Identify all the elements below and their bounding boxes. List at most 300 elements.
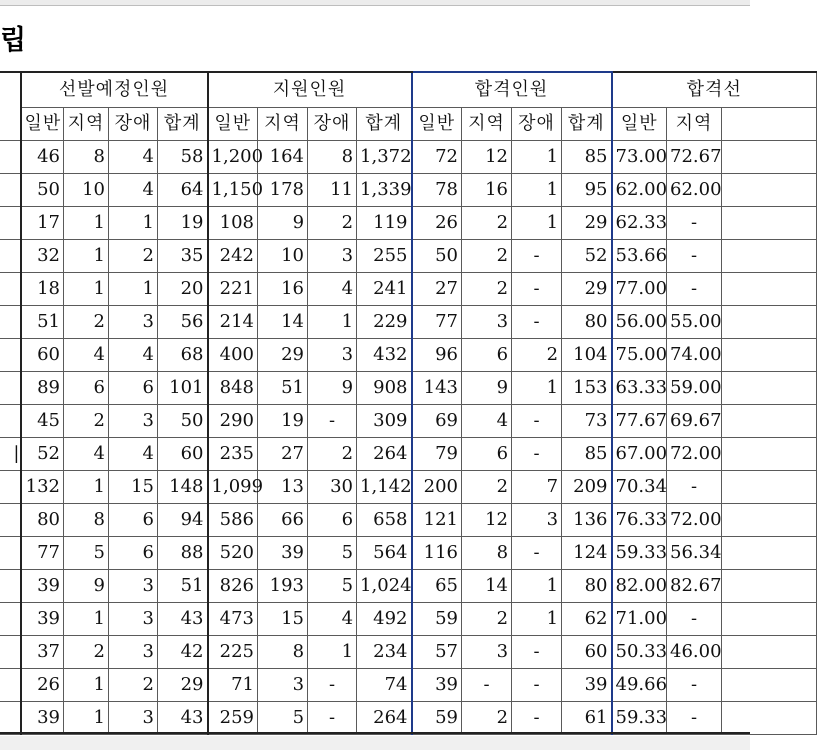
table-cell: 4 bbox=[64, 339, 109, 372]
table-cell: - bbox=[667, 702, 722, 735]
table-cell: 72.00 bbox=[667, 438, 722, 471]
table-cell: 4 bbox=[308, 273, 357, 306]
table-cell: 29 bbox=[158, 669, 208, 702]
table-row bbox=[0, 306, 817, 339]
table-cell: 255 bbox=[357, 240, 412, 273]
table-cell: 51 bbox=[258, 372, 308, 405]
table-cell: 108 bbox=[208, 207, 258, 240]
table-cell: 59 bbox=[412, 702, 462, 735]
table-cell: 2 bbox=[462, 603, 512, 636]
table-cell: 39 bbox=[21, 603, 64, 636]
table-cell: 432 bbox=[357, 339, 412, 372]
column-header: 지역 bbox=[667, 108, 722, 141]
table-cell: 59.33 bbox=[612, 537, 667, 570]
table-cell: - bbox=[667, 669, 722, 702]
row-label bbox=[0, 273, 21, 306]
table-cell: 6 bbox=[64, 372, 109, 405]
table-cell-empty bbox=[722, 438, 817, 471]
table-row bbox=[0, 504, 817, 537]
table-cell: 66 bbox=[258, 504, 308, 537]
table-cell: 101 bbox=[158, 372, 208, 405]
table-cell: 2 bbox=[462, 471, 512, 504]
table-cell: 229 bbox=[357, 306, 412, 339]
table-cell: 94 bbox=[158, 504, 208, 537]
table-cell: 32 bbox=[21, 240, 64, 273]
table-cell: 64 bbox=[158, 174, 208, 207]
table-cell: 214 bbox=[208, 306, 258, 339]
table-cell: 4 bbox=[109, 438, 158, 471]
table-cell: 19 bbox=[258, 405, 308, 438]
group-header-cutoff: 합격선 bbox=[612, 72, 817, 108]
table-cell: 235 bbox=[208, 438, 258, 471]
table-cell: 27 bbox=[258, 438, 308, 471]
table-cell: 42 bbox=[158, 636, 208, 669]
table-cell: 62.00 bbox=[612, 174, 667, 207]
table-cell: 1 bbox=[109, 273, 158, 306]
table-cell: 69.67 bbox=[667, 405, 722, 438]
row-label bbox=[0, 339, 21, 372]
table-cell: 56.00 bbox=[612, 306, 667, 339]
table-cell: 264 bbox=[357, 438, 412, 471]
table-cell: 65 bbox=[412, 570, 462, 603]
table-cell: 77.67 bbox=[612, 405, 667, 438]
table-cell: 4 bbox=[462, 405, 512, 438]
table-cell: 59 bbox=[412, 603, 462, 636]
table-cell: 16 bbox=[258, 273, 308, 306]
table-row bbox=[0, 141, 817, 174]
table-cell: 59.00 bbox=[667, 372, 722, 405]
table-cell: 50 bbox=[21, 174, 64, 207]
table-cell: 43 bbox=[158, 702, 208, 735]
table-cell: 11 bbox=[308, 174, 357, 207]
table-cell: 3 bbox=[109, 405, 158, 438]
header-sub-row bbox=[0, 108, 817, 141]
table-cell: 2 bbox=[308, 438, 357, 471]
table-cell: 2 bbox=[64, 306, 109, 339]
table-cell: 62.00 bbox=[667, 174, 722, 207]
table-cell: - bbox=[512, 405, 562, 438]
table-cell-empty bbox=[722, 372, 817, 405]
table-cell: 46.00 bbox=[667, 636, 722, 669]
table-cell: 1,372 bbox=[357, 141, 412, 174]
table-cell: 119 bbox=[357, 207, 412, 240]
column-header: 합계 bbox=[158, 108, 208, 141]
table-cell: 264 bbox=[357, 702, 412, 735]
table-cell: 6 bbox=[109, 504, 158, 537]
admission-stats-table bbox=[0, 71, 817, 735]
table-cell: 74.00 bbox=[667, 339, 722, 372]
table-cell: 62 bbox=[562, 603, 612, 636]
table-cell: 14 bbox=[258, 306, 308, 339]
table-cell: 564 bbox=[357, 537, 412, 570]
table-cell: - bbox=[512, 537, 562, 570]
table-cell-empty bbox=[722, 306, 817, 339]
table-cell-empty bbox=[722, 339, 817, 372]
table-row bbox=[0, 438, 817, 471]
table-row bbox=[0, 273, 817, 306]
table-cell: 80 bbox=[562, 570, 612, 603]
table-cell: 60 bbox=[158, 438, 208, 471]
table-cell: 5 bbox=[258, 702, 308, 735]
table-cell-empty bbox=[722, 240, 817, 273]
table-cell: 77 bbox=[21, 537, 64, 570]
table-cell: - bbox=[512, 636, 562, 669]
table-cell: 8 bbox=[258, 636, 308, 669]
table-cell: 20 bbox=[158, 273, 208, 306]
table-cell: 1 bbox=[512, 603, 562, 636]
table-cell: 1 bbox=[512, 141, 562, 174]
header-group-row bbox=[0, 72, 817, 108]
table-row bbox=[0, 603, 817, 636]
table-cell: 26 bbox=[21, 669, 64, 702]
table-cell-empty bbox=[722, 207, 817, 240]
table-cell: 1,150 bbox=[208, 174, 258, 207]
table-cell: 63.33 bbox=[612, 372, 667, 405]
row-label bbox=[0, 405, 21, 438]
table-cell: 72.67 bbox=[667, 141, 722, 174]
table-cell: 17 bbox=[21, 207, 64, 240]
table-cell: 52 bbox=[562, 240, 612, 273]
table-cell: 121 bbox=[412, 504, 462, 537]
table-header bbox=[0, 72, 817, 141]
table-row bbox=[0, 471, 817, 504]
table-cell: 492 bbox=[357, 603, 412, 636]
table-cell: 55.00 bbox=[667, 306, 722, 339]
table-cell: - bbox=[512, 438, 562, 471]
table-cell: 136 bbox=[562, 504, 612, 537]
table-cell-empty bbox=[722, 702, 817, 735]
table-cell: 2 bbox=[462, 207, 512, 240]
table-cell: 1 bbox=[64, 273, 109, 306]
table-cell: 8 bbox=[64, 504, 109, 537]
table-cell-empty bbox=[722, 174, 817, 207]
table-cell: 51 bbox=[21, 306, 64, 339]
table-row bbox=[0, 405, 817, 438]
table-cell: - bbox=[512, 306, 562, 339]
table-cell-empty bbox=[722, 636, 817, 669]
table-cell: 10 bbox=[258, 240, 308, 273]
table-cell: 1 bbox=[512, 570, 562, 603]
table-cell: 77.00 bbox=[612, 273, 667, 306]
row-label bbox=[0, 603, 21, 636]
table-cell: 12 bbox=[462, 141, 512, 174]
table-cell: 3 bbox=[308, 339, 357, 372]
table-cell-empty bbox=[722, 504, 817, 537]
table-cell: 2 bbox=[308, 207, 357, 240]
table-cell: - bbox=[667, 207, 722, 240]
table-cell: - bbox=[512, 240, 562, 273]
table-cell: 5 bbox=[64, 537, 109, 570]
table-cell: 1 bbox=[512, 207, 562, 240]
table-cell: 143 bbox=[412, 372, 462, 405]
table-cell: 4 bbox=[109, 174, 158, 207]
row-label bbox=[0, 240, 21, 273]
table-cell: 4 bbox=[109, 339, 158, 372]
row-label bbox=[0, 702, 21, 735]
table-row bbox=[0, 339, 817, 372]
table-cell: 14 bbox=[462, 570, 512, 603]
table-cell: 39 bbox=[21, 702, 64, 735]
table-cell: 52 bbox=[21, 438, 64, 471]
table-cell: 1 bbox=[308, 306, 357, 339]
table-cell: 39 bbox=[562, 669, 612, 702]
table-cell: 5 bbox=[308, 537, 357, 570]
table-cell: 18 bbox=[21, 273, 64, 306]
table-cell: 1 bbox=[308, 636, 357, 669]
table-cell: 1,339 bbox=[357, 174, 412, 207]
table-cell: 70.34 bbox=[612, 471, 667, 504]
table-cell: 1 bbox=[64, 603, 109, 636]
table-cell: - bbox=[512, 273, 562, 306]
group-header-applicants: 지원인원 bbox=[208, 72, 412, 108]
table-cell-empty bbox=[722, 537, 817, 570]
table-cell: 51 bbox=[158, 570, 208, 603]
table-cell: 153 bbox=[562, 372, 612, 405]
table-cell: 74 bbox=[357, 669, 412, 702]
table-cell: 164 bbox=[258, 141, 308, 174]
table-cell: - bbox=[308, 669, 357, 702]
table-cell-empty bbox=[722, 141, 817, 174]
table-cell: 200 bbox=[412, 471, 462, 504]
table-cell: 71 bbox=[208, 669, 258, 702]
table-cell-empty bbox=[722, 405, 817, 438]
table-cell: 30 bbox=[308, 471, 357, 504]
table-cell: 46 bbox=[21, 141, 64, 174]
table-cell: 209 bbox=[562, 471, 612, 504]
table-cell-empty bbox=[722, 669, 817, 702]
column-header-empty bbox=[722, 108, 817, 141]
table-cell: 908 bbox=[357, 372, 412, 405]
table-cell: 60 bbox=[21, 339, 64, 372]
table-cell: 1,024 bbox=[357, 570, 412, 603]
table-cell: 5 bbox=[308, 570, 357, 603]
table-cell: 259 bbox=[208, 702, 258, 735]
table-cell: 89 bbox=[21, 372, 64, 405]
table-cell: 2 bbox=[64, 636, 109, 669]
table-cell: 241 bbox=[357, 273, 412, 306]
table-row bbox=[0, 570, 817, 603]
table-cell: - bbox=[462, 669, 512, 702]
table-cell: 39 bbox=[21, 570, 64, 603]
table-cell: 148 bbox=[158, 471, 208, 504]
table-cell: 2 bbox=[109, 669, 158, 702]
table-cell: 50 bbox=[412, 240, 462, 273]
table-cell: 1 bbox=[64, 240, 109, 273]
table-cell: 242 bbox=[208, 240, 258, 273]
table-cell: 2 bbox=[64, 405, 109, 438]
table-cell: 1 bbox=[64, 669, 109, 702]
column-header: 장애 bbox=[308, 108, 357, 141]
table-cell: 80 bbox=[21, 504, 64, 537]
column-header: 지역 bbox=[64, 108, 109, 141]
row-label bbox=[0, 306, 21, 339]
group-header-planned: 선발예정인원 bbox=[21, 72, 208, 108]
table-cell: 2 bbox=[109, 240, 158, 273]
table-cell: 3 bbox=[109, 636, 158, 669]
table-row bbox=[0, 174, 817, 207]
table-cell: 8 bbox=[462, 537, 512, 570]
table-cell: 8 bbox=[64, 141, 109, 174]
table-cell: 9 bbox=[462, 372, 512, 405]
table-cell: 59.33 bbox=[612, 702, 667, 735]
table-cell: 50.33 bbox=[612, 636, 667, 669]
label-header bbox=[0, 72, 21, 141]
table-cell: 10 bbox=[64, 174, 109, 207]
table-cell: 6 bbox=[109, 372, 158, 405]
table-cell: 1 bbox=[64, 207, 109, 240]
table-cell: 9 bbox=[64, 570, 109, 603]
column-header: 일반 bbox=[612, 108, 667, 141]
table-cell: 62.33 bbox=[612, 207, 667, 240]
table-cell-empty bbox=[722, 471, 817, 504]
table-cell: - bbox=[308, 702, 357, 735]
table-cell: 3 bbox=[462, 636, 512, 669]
group-header-passed: 합격인원 bbox=[412, 72, 612, 108]
table-row bbox=[0, 669, 817, 702]
table-cell: 6 bbox=[109, 537, 158, 570]
table-cell: 15 bbox=[258, 603, 308, 636]
table-cell: 29 bbox=[562, 207, 612, 240]
table-cell: 95 bbox=[562, 174, 612, 207]
table-cell: 60 bbox=[562, 636, 612, 669]
table-cell: 586 bbox=[208, 504, 258, 537]
table-cell: 26 bbox=[412, 207, 462, 240]
table-cell: 76.33 bbox=[612, 504, 667, 537]
table-cell: 50 bbox=[158, 405, 208, 438]
table-cell: 4 bbox=[64, 438, 109, 471]
table-cell: 80 bbox=[562, 306, 612, 339]
table-cell: 49.66 bbox=[612, 669, 667, 702]
table-cell: 400 bbox=[208, 339, 258, 372]
table-cell: 221 bbox=[208, 273, 258, 306]
table-cell: 73 bbox=[562, 405, 612, 438]
table-cell: - bbox=[512, 702, 562, 735]
table-cell: 225 bbox=[208, 636, 258, 669]
table-cell: 290 bbox=[208, 405, 258, 438]
column-header: 장애 bbox=[109, 108, 158, 141]
table-cell: 6 bbox=[462, 438, 512, 471]
table-cell: 37 bbox=[21, 636, 64, 669]
table-row bbox=[0, 537, 817, 570]
row-label bbox=[0, 504, 21, 537]
table-cell: 2 bbox=[462, 273, 512, 306]
bottom-divider bbox=[0, 732, 750, 734]
table-cell: 96 bbox=[412, 339, 462, 372]
table-cell: - bbox=[667, 471, 722, 504]
table-cell: 520 bbox=[208, 537, 258, 570]
table-cell: 85 bbox=[562, 438, 612, 471]
table-cell: 9 bbox=[258, 207, 308, 240]
table-row bbox=[0, 207, 817, 240]
table-cell: 58 bbox=[158, 141, 208, 174]
table-cell: 4 bbox=[109, 141, 158, 174]
table-cell: 69 bbox=[412, 405, 462, 438]
table-cell-empty bbox=[722, 570, 817, 603]
table-cell: - bbox=[667, 273, 722, 306]
table-cell: 3 bbox=[512, 504, 562, 537]
table-cell: 12 bbox=[462, 504, 512, 537]
table-cell: 3 bbox=[258, 669, 308, 702]
table-row bbox=[0, 702, 817, 735]
table-cell: 1,200 bbox=[208, 141, 258, 174]
table-cell: 3 bbox=[109, 570, 158, 603]
table-cell: 39 bbox=[258, 537, 308, 570]
column-header: 일반 bbox=[21, 108, 64, 141]
table-cell: 3 bbox=[109, 702, 158, 735]
table-cell: 77 bbox=[412, 306, 462, 339]
table-cell: 13 bbox=[258, 471, 308, 504]
table-cell: 61 bbox=[562, 702, 612, 735]
table-cell: 56 bbox=[158, 306, 208, 339]
table-cell: 2 bbox=[512, 339, 562, 372]
table-cell: 473 bbox=[208, 603, 258, 636]
table-cell: 193 bbox=[258, 570, 308, 603]
table-cell: 6 bbox=[308, 504, 357, 537]
table-cell: 826 bbox=[208, 570, 258, 603]
table-cell: 309 bbox=[357, 405, 412, 438]
table-cell: 29 bbox=[258, 339, 308, 372]
table-cell: 72 bbox=[412, 141, 462, 174]
table-cell: 3 bbox=[109, 603, 158, 636]
column-header: 지역 bbox=[258, 108, 308, 141]
row-label bbox=[0, 636, 21, 669]
page-title: 립 bbox=[0, 25, 27, 56]
table-cell: 1,142 bbox=[357, 471, 412, 504]
bottom-strip bbox=[0, 736, 750, 750]
row-label bbox=[0, 174, 21, 207]
table-cell: 35 bbox=[158, 240, 208, 273]
table-cell: 29 bbox=[562, 273, 612, 306]
table-row bbox=[0, 240, 817, 273]
table-cell: 4 bbox=[308, 603, 357, 636]
table-cell: 1 bbox=[512, 174, 562, 207]
table-cell: 15 bbox=[109, 471, 158, 504]
table-cell: 56.34 bbox=[667, 537, 722, 570]
table-cell: 7 bbox=[512, 471, 562, 504]
table-cell: 82.67 bbox=[667, 570, 722, 603]
table-cell: 68 bbox=[158, 339, 208, 372]
table-cell: 2 bbox=[462, 240, 512, 273]
table-cell: 1 bbox=[109, 207, 158, 240]
table-body bbox=[0, 141, 817, 735]
column-header: 장애 bbox=[512, 108, 562, 141]
table-cell: 43 bbox=[158, 603, 208, 636]
column-header: 합계 bbox=[562, 108, 612, 141]
table-cell: 3 bbox=[308, 240, 357, 273]
table-cell: 1,099 bbox=[208, 471, 258, 504]
table-cell: 85 bbox=[562, 141, 612, 174]
table-cell: 8 bbox=[308, 141, 357, 174]
table-cell: 234 bbox=[357, 636, 412, 669]
table-cell: 73.00 bbox=[612, 141, 667, 174]
table-cell: 2 bbox=[462, 702, 512, 735]
table-cell: - bbox=[512, 669, 562, 702]
table-cell: 178 bbox=[258, 174, 308, 207]
row-label: | bbox=[0, 438, 21, 471]
row-label bbox=[0, 372, 21, 405]
table-cell: 848 bbox=[208, 372, 258, 405]
table-cell: 19 bbox=[158, 207, 208, 240]
row-label bbox=[0, 669, 21, 702]
row-label bbox=[0, 141, 21, 174]
table-cell: - bbox=[308, 405, 357, 438]
column-header: 일반 bbox=[208, 108, 258, 141]
table-cell: 27 bbox=[412, 273, 462, 306]
table-row bbox=[0, 372, 817, 405]
table-cell: - bbox=[667, 603, 722, 636]
table-cell: 3 bbox=[109, 306, 158, 339]
table-cell: 78 bbox=[412, 174, 462, 207]
